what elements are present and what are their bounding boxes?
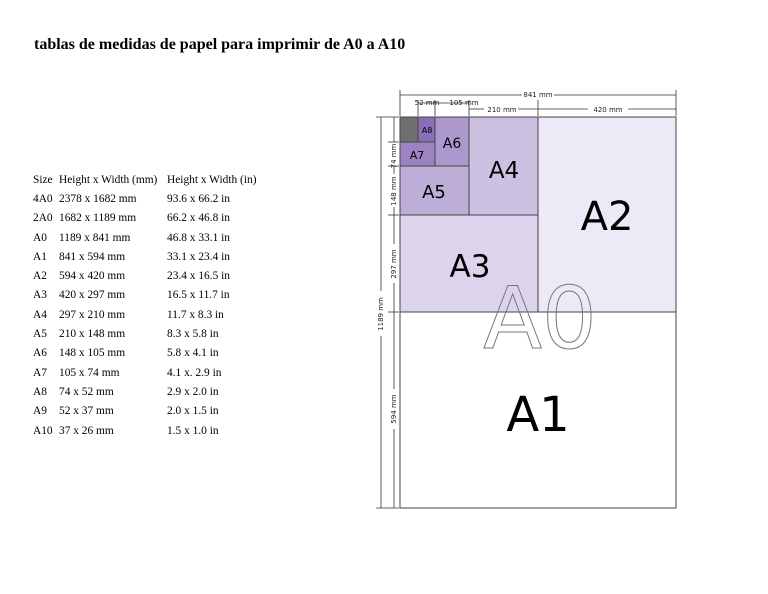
paper-size-diagram: [372, 86, 682, 514]
dim-841: 841 mm: [523, 91, 553, 99]
label-a1: A1: [506, 387, 570, 443]
label-a8: A8: [421, 126, 433, 135]
dim-420: 420 mm: [593, 106, 623, 114]
table-row: [33, 363, 277, 382]
dim-297: 297 mm: [390, 249, 398, 279]
label-a5: A5: [422, 182, 446, 203]
paper-size-table: [33, 170, 277, 440]
sheet-small-corner: [400, 117, 418, 142]
label-a7: A7: [409, 149, 425, 162]
table-cell: 8.3 x 5.8 in: [167, 328, 219, 341]
table-cell: 841 x 594 mm: [59, 250, 126, 263]
table-header-cell: Height x Width (mm): [59, 173, 158, 186]
table-row: [33, 421, 277, 440]
table-cell: A1: [33, 250, 47, 263]
table-header-cell: Height x Width (in): [167, 173, 257, 186]
dim-105: 105 mm: [449, 99, 479, 107]
table-cell: 148 x 105 mm: [59, 347, 126, 360]
table-cell: 4.1 x. 2.9 in: [167, 366, 222, 379]
table-cell: A8: [33, 385, 47, 398]
table-cell: 4A0: [33, 192, 53, 205]
table-cell: 1189 x 841 mm: [59, 231, 131, 244]
table-row: [33, 286, 277, 305]
dim-148: 148 mm: [390, 176, 398, 206]
label-a3: A3: [449, 249, 491, 285]
table-cell: A4: [33, 308, 47, 321]
table-cell: 420 x 297 mm: [59, 289, 126, 302]
table-cell: 1682 x 1189 mm: [59, 212, 137, 225]
table-header-row: [33, 170, 277, 189]
table-cell: A7: [33, 366, 47, 379]
table-cell: 105 x 74 mm: [59, 366, 120, 379]
dim-1189: 1189 mm: [377, 297, 385, 331]
dim-74: 74 mm: [390, 143, 398, 169]
table-body: [33, 170, 277, 440]
table-cell: A6: [33, 347, 47, 360]
table-row: [33, 305, 277, 324]
table-cell: 1.5 x 1.0 in: [167, 424, 219, 437]
table-cell: 2.9 x 2.0 in: [167, 385, 219, 398]
table-row: [33, 324, 277, 343]
table-cell: 23.4 x 16.5 in: [167, 270, 230, 283]
table-cell: 11.7 x 8.3 in: [167, 308, 224, 321]
table-cell: 2.0 x 1.5 in: [167, 405, 219, 418]
table-cell: 37 x 26 mm: [59, 424, 114, 437]
document-title: tablas de medidas de papel para imprimir de A0 a A10: [34, 36, 406, 53]
table-cell: A3: [33, 289, 47, 302]
table-cell: 46.8 x 33.1 in: [167, 231, 230, 244]
label-a6: A6: [442, 136, 462, 152]
table-cell: 33.1 x 23.4 in: [167, 250, 230, 263]
dim-594: 594 mm: [390, 394, 398, 424]
table-header-cell: Size: [33, 173, 53, 186]
table-cell: A5: [33, 328, 47, 341]
table-cell: A10: [33, 424, 53, 437]
label-a0: A0: [483, 269, 597, 369]
label-a2: A2: [580, 194, 634, 240]
table-cell: 66.2 x 46.8 in: [167, 212, 230, 225]
table-cell: 74 x 52 mm: [59, 385, 114, 398]
dim-210: 210 mm: [487, 106, 517, 114]
table-cell: A0: [33, 231, 47, 244]
table-row: [33, 402, 277, 421]
table-row: [33, 266, 277, 285]
table-cell: 594 x 420 mm: [59, 270, 126, 283]
table-cell: 2378 x 1682 mm: [59, 192, 137, 205]
table-row: [33, 228, 277, 247]
table-cell: 297 x 210 mm: [59, 308, 126, 321]
table-cell: 93.6 x 66.2 in: [167, 192, 230, 205]
table-cell: 5.8 x 4.1 in: [167, 347, 219, 360]
label-a4: A4: [488, 158, 520, 184]
table-row: [33, 344, 277, 363]
table-cell: A2: [33, 270, 47, 283]
dim-52: 52 mm: [414, 99, 440, 107]
table-cell: 52 x 37 mm: [59, 405, 114, 418]
table-cell: 2A0: [33, 212, 53, 225]
table-row: [33, 382, 277, 401]
table-cell: 210 x 148 mm: [59, 328, 126, 341]
table-cell: A9: [33, 405, 47, 418]
table-row: [33, 247, 277, 266]
table-row: [33, 209, 277, 228]
table-row: [33, 189, 277, 208]
table-cell: 16.5 x 11.7 in: [167, 289, 230, 302]
